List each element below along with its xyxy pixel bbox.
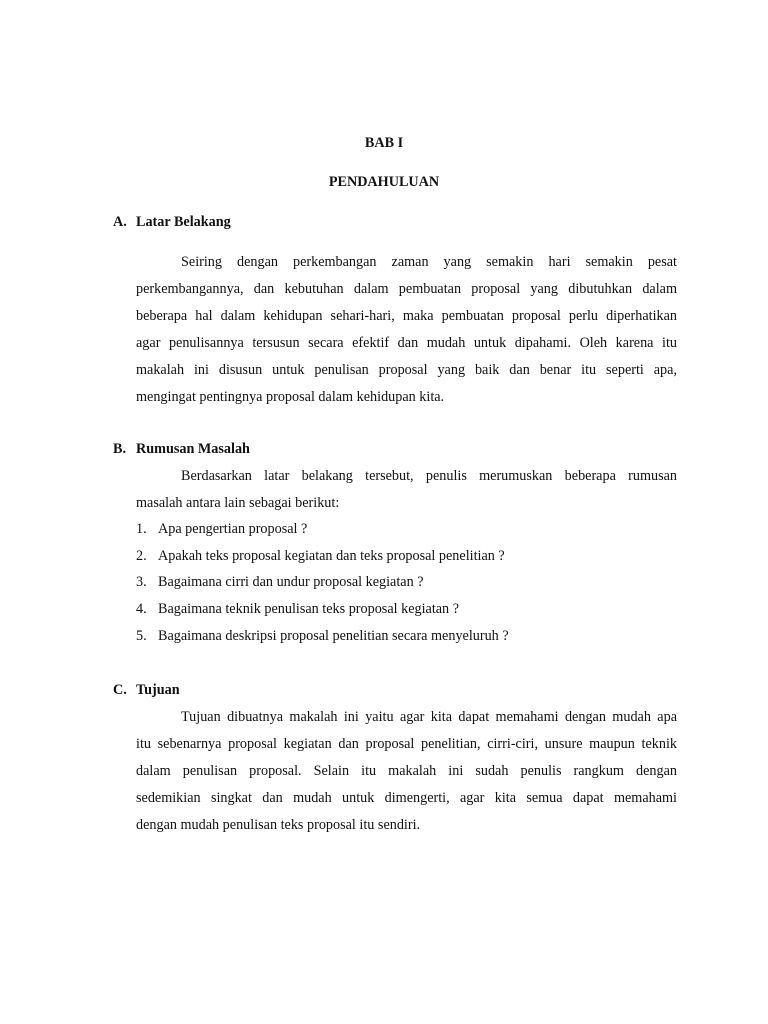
section-b-paragraph [136, 467, 677, 521]
section-c-letter: C. [113, 682, 127, 698]
section-a-title: Latar Belakang [136, 214, 231, 230]
paragraph-line: dengan mudah penulisan teks proposal itu sendiri. [136, 817, 421, 833]
paragraph-line: mengingat pentingnya proposal dalam kehidupan kita. [136, 389, 445, 405]
paragraph-line: beberapa hal dalam kehidupan sehari-hari, maka pembuatan proposal perlu diperhatikan [136, 308, 677, 324]
paragraph-line: perkembangannya, dan kebutuhan dalam pembuatan proposal yang dibutuhkan dalam [136, 281, 677, 297]
list-text: Bagaimana cirri dan undur proposal kegiatan ? [158, 574, 424, 591]
section-c-title: Tujuan [136, 682, 180, 698]
paragraph-line: agar penulisannya tersusun secara efektif dan mudah untuk dipahami. Oleh karena itu [136, 335, 677, 351]
list-text: Apakah teks proposal kegiatan dan teks proposal penelitian ? [158, 547, 505, 564]
list-item [136, 520, 677, 547]
paragraph-line: sedemikian singkat dan mudah untuk dimengerti, agar kita semua dapat memahami [136, 790, 677, 806]
paragraph-line: masalah antara lain sebagai berikut: [136, 495, 340, 511]
list-number: 5. [136, 627, 147, 644]
list-item [136, 600, 677, 627]
paragraph-line: Berdasarkan latar belakang tersebut, penulis merumuskan beberapa rumusan [181, 468, 677, 484]
list-item [136, 627, 677, 654]
list-text: Bagaimana teknik penulisan teks proposal kegiatan ? [158, 601, 459, 618]
list-item [136, 547, 677, 574]
problem-list [136, 520, 677, 653]
list-text: Bagaimana deskripsi proposal penelitian secara menyeluruh ? [158, 627, 509, 644]
paragraph-line: dalam penulisan proposal. Selain itu makalah ini sudah penulis rangkum dengan [136, 763, 677, 779]
paragraph-line: makalah ini disusun untuk penulisan proposal yang baik dan benar itu seperti apa, [136, 362, 677, 378]
paragraph-line: itu sebenarnya proposal kegiatan dan proposal penelitian, cirri-ciri, unsure maupun teknik [136, 736, 677, 752]
list-number: 1. [136, 521, 147, 537]
section-b-letter: B. [113, 441, 127, 457]
section-a-letter: A. [113, 214, 127, 230]
section-c-heading [113, 681, 180, 699]
list-number: 4. [136, 601, 147, 618]
section-c-paragraph [136, 708, 677, 843]
section-a-paragraph [136, 253, 677, 415]
chapter-label: BAB I [364, 135, 404, 151]
list-number: 3. [136, 574, 147, 591]
list-number: 2. [136, 547, 147, 564]
paragraph-line: Tujuan dibuatnya makalah ini yaitu agar kita dapat memahami dengan mudah apa [181, 709, 677, 725]
paragraph-line: Seiring dengan perkembangan zaman yang semakin hari semakin pesat [181, 254, 677, 270]
section-b-heading [113, 440, 250, 458]
list-text: Apa pengertian proposal ? [158, 521, 308, 537]
list-item [136, 573, 677, 600]
section-a-heading [113, 213, 231, 231]
section-b-title: Rumusan Masalah [136, 441, 250, 457]
chapter-title: PENDAHULUAN [328, 174, 440, 190]
